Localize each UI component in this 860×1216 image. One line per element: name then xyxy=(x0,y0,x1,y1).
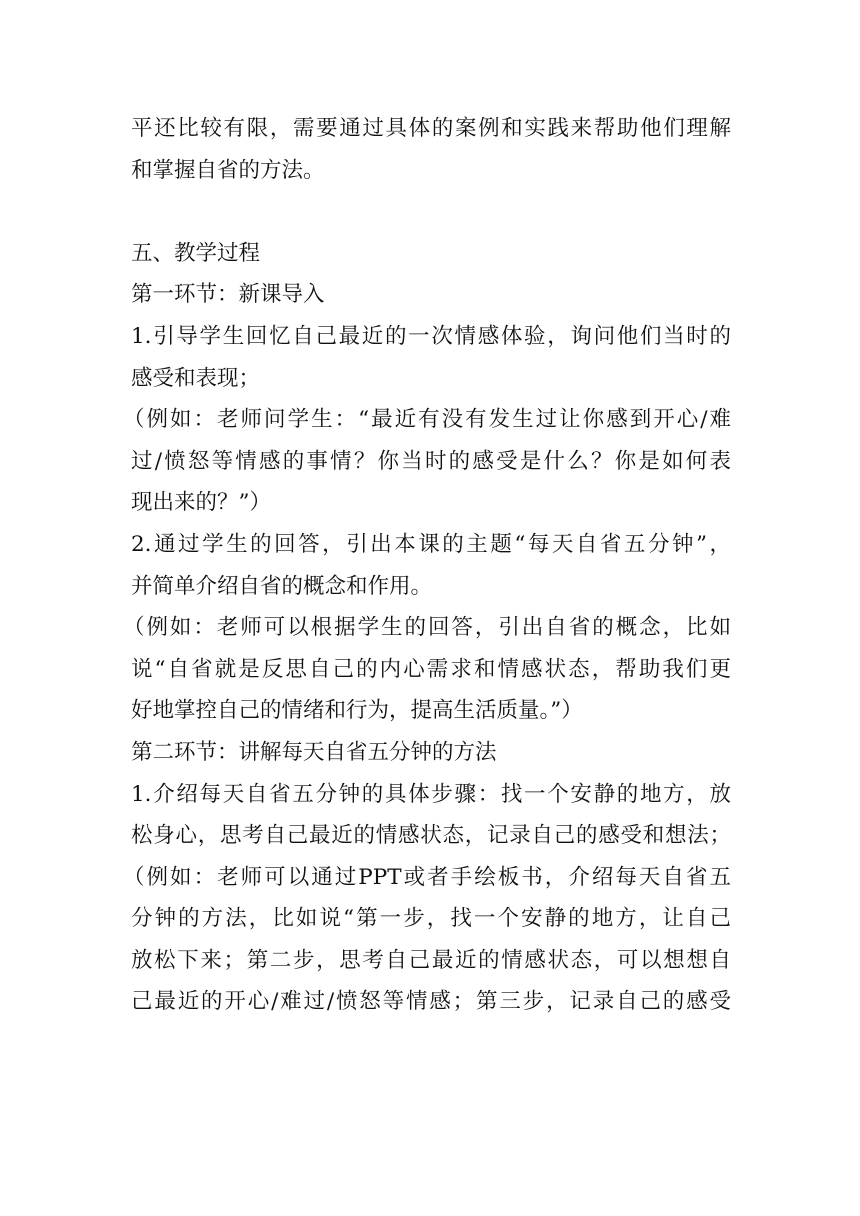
document-body xyxy=(123,108,731,1023)
list-item-line: 并简单介绍自省的概念和作用。 xyxy=(131,573,433,599)
blank-line xyxy=(131,191,731,233)
example-line: （例如：老师问学生：“最近有没有发生过让你感到开心/难 xyxy=(123,407,731,433)
example-line: 己最近的开心/难过/愤怒等情感；第三步，记录自己的感受 xyxy=(131,989,731,1015)
paragraph-line: 平还比较有限，需要通过具体的案例和实践来帮助他们理解 xyxy=(131,116,731,141)
list-item-line: 1.介绍每天自省五分钟的具体步骤：找一个安静的地方，放 xyxy=(131,781,731,807)
subsection-heading: 第一环节：新课导入 xyxy=(131,282,325,308)
example-line: 好地掌控自己的情绪和行为，提高生活质量。”） xyxy=(131,698,583,724)
paragraph-line: 和掌握自省的方法。 xyxy=(131,157,325,183)
example-line: （例如：老师可以根据学生的回答，引出自省的概念，比如 xyxy=(123,615,731,641)
example-line: 说“自省就是反思自己的内心需求和情感状态，帮助我们更 xyxy=(131,656,731,682)
list-item-line: 松身心，思考自己最近的情感状态，记录自己的感受和想法； xyxy=(131,823,731,849)
section-heading: 五、教学过程 xyxy=(131,240,261,266)
subsection-heading: 第二环节：讲解每天自省五分钟的方法 xyxy=(131,739,497,765)
list-item-line: 2.通过学生的回答，引出本课的主题“每天自省五分钟”， xyxy=(131,531,731,557)
example-line: 现出来的？”） xyxy=(131,490,271,516)
list-item-line: 1.引导学生回忆自己最近的一次情感体验，询问他们当时的 xyxy=(131,323,731,349)
example-line: （例如：老师可以通过PPT或者手绘板书，介绍每天自省五 xyxy=(123,864,731,890)
example-line: 放松下来；第二步，思考自己最近的情感状态，可以想想自 xyxy=(131,947,731,973)
example-line: 过/愤怒等情感的事情？你当时的感受是什么？你是如何表 xyxy=(131,448,731,474)
list-item-line: 感受和表现； xyxy=(131,365,261,391)
example-line: 分钟的方法，比如说“第一步，找一个安静的地方，让自己 xyxy=(131,906,731,932)
